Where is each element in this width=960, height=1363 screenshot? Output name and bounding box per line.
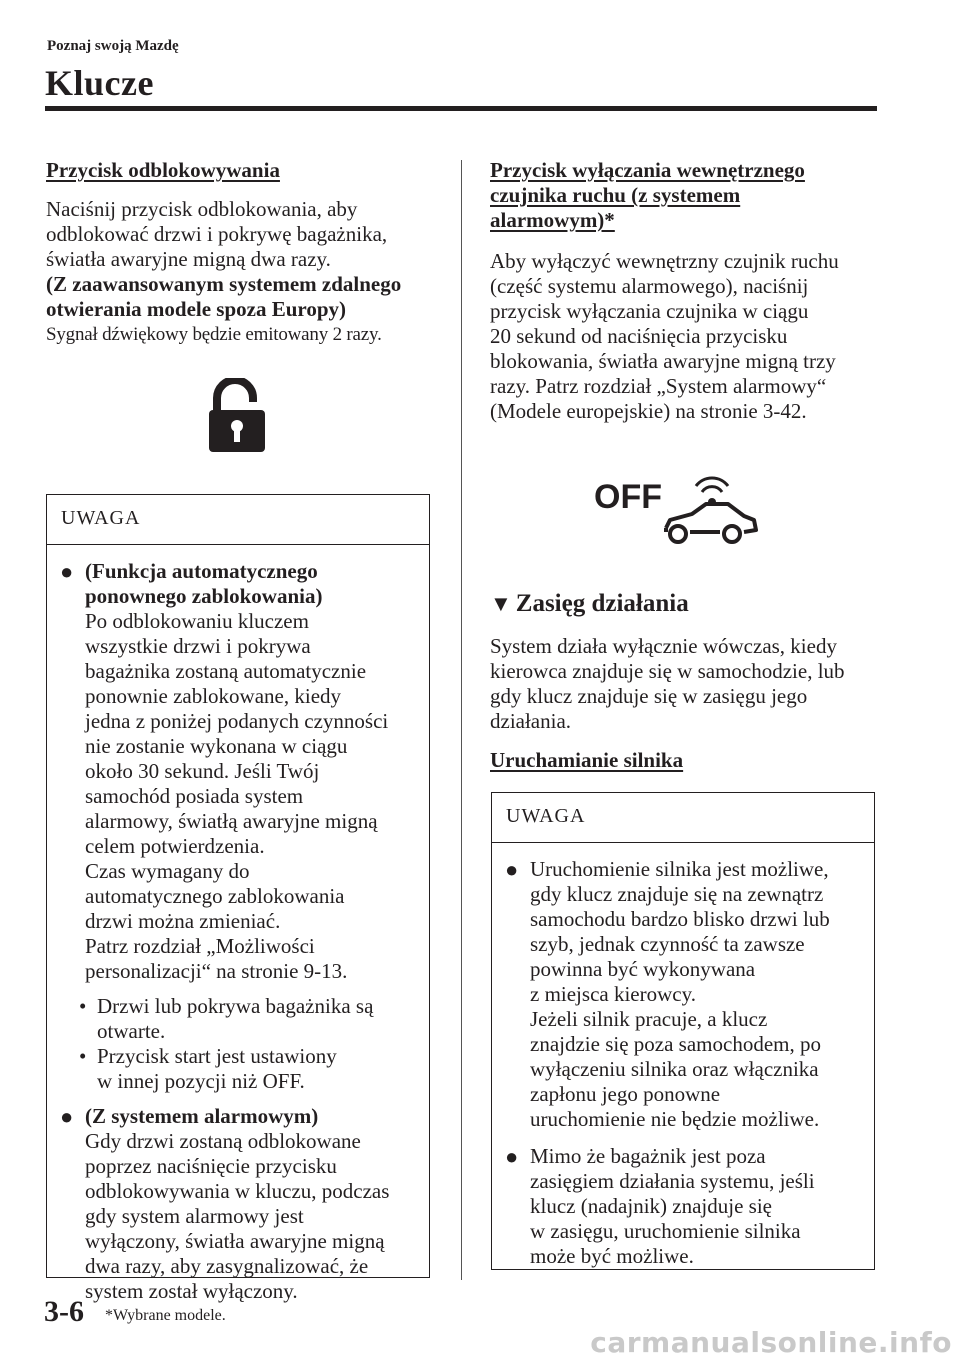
note-line: Uruchomienie silnika jest możliwe, (530, 857, 829, 881)
breadcrumb: Poznaj swoją Mazdę (47, 38, 179, 54)
note-line: może być możliwe. (530, 1244, 694, 1268)
note-line: drzwi można zmieniać. (85, 909, 281, 933)
note-line: około 30 sekund. Jeśli Twój (85, 759, 320, 783)
body-line: 20 sekund od naciśnięcia przycisku (490, 324, 788, 348)
page-title: Klucze (45, 63, 154, 103)
note-line: Czas wymagany do (85, 859, 250, 883)
range-body (490, 634, 880, 773)
sensor-off-heading: Przycisk wyłączania wewnętrznego (490, 158, 805, 182)
body-line: odblokować drzwi i pokrywę bagażnika, (46, 222, 388, 246)
bullet-icon: ● (60, 1104, 74, 1129)
note-line: znajdzie się poza samochodem, po (530, 1032, 821, 1056)
body-line: System działa wyłącznie wówczas, kiedy (490, 634, 837, 658)
watermark: carmanualsonline.info (590, 1326, 952, 1359)
bold-line: otwierania modele spoza Europy) (46, 297, 347, 321)
small-bullet-icon: • (79, 1044, 87, 1068)
note-line: bagażnika zostaną automatycznie (85, 659, 367, 683)
note-line: wyłączony, światła awaryjne migną (85, 1229, 385, 1253)
note-line: Mimo że bagażnik jest poza (530, 1144, 766, 1168)
note-line: wszystkie drzwi i pokrywa (85, 634, 311, 658)
title-rule (45, 106, 877, 111)
sensor-off-icon (594, 476, 764, 553)
triangle-marker-icon: ▼ (490, 591, 512, 616)
sound-line: Sygnał dźwiękowy będzie emitowany 2 razy. (46, 324, 382, 345)
note-line: dwa razy, aby zasygnalizować, że (85, 1254, 369, 1278)
sub-line: Drzwi lub pokrywa bagażnika są (97, 994, 374, 1018)
note-heading: UWAGA (47, 495, 429, 545)
sub-line: otwarte. (97, 1019, 166, 1043)
small-bullet-icon: • (79, 994, 87, 1018)
note-item-title: ponownego zablokowania) (85, 584, 323, 608)
body-line: blokowania, światła awaryjne migną trzy (490, 349, 836, 373)
note-item-title: (Funkcja automatycznego (85, 559, 318, 583)
note-line: uruchomienie nie będzie możliwe. (530, 1107, 820, 1131)
note-line: personalizacji“ na stronie 9-13. (85, 959, 348, 983)
body-line: światła awaryjne migną dwa razy. (46, 247, 331, 271)
note-box-right (491, 792, 875, 1270)
body-line: (część systemu alarmowego), naciśnij (490, 274, 809, 298)
note-line: w zasięgu, uruchomienie silnika (530, 1219, 801, 1243)
note-heading: UWAGA (492, 793, 874, 843)
note-line: z miejsca kierowcy. (530, 982, 696, 1006)
body-line: przycisk wyłączania czujnika w ciągu (490, 299, 809, 323)
note-line: klucz (nadajnik) znajduje się (530, 1194, 772, 1218)
body-line: (Modele europejskie) na stronie 3-42. (490, 399, 807, 423)
unlock-button-heading: Przycisk odblokowywania (46, 158, 280, 182)
off-label: OFF (594, 478, 662, 516)
body-line: kierowca znajduje się w samochodzie, lub (490, 659, 845, 683)
note-line: powinna być wykonywana (530, 957, 756, 981)
note-line: jedna z poniżej podanych czynności (85, 709, 389, 733)
engine-start-subheading: Uruchamianie silnika (490, 748, 684, 772)
note-box-left (46, 494, 430, 1303)
sensor-off-heading: czujnika ruchu (z systemem (490, 183, 741, 207)
note-line: celem potwierdzenia. (85, 834, 265, 858)
note-line: Gdy drzwi zostaną odblokowane (85, 1129, 361, 1153)
note-line: samochód posiada system (85, 784, 304, 808)
bullet-icon: ● (60, 559, 74, 584)
note-line: Po odblokowaniu kluczem (85, 609, 309, 633)
note-line: system został wyłączony. (85, 1279, 298, 1303)
note-item (492, 1144, 874, 1269)
note-line: gdy klucz znajduje się na zewnątrz (530, 882, 824, 906)
footnote: *Wybrane modele. (105, 1307, 226, 1324)
note-line: zasięgiem działania systemu, jeśli (530, 1169, 815, 1193)
page-number: 3-6 (44, 1295, 84, 1328)
sensor-off-heading: alarmowym)* (490, 208, 615, 232)
note-line: zapłonu jego ponowne (530, 1082, 721, 1106)
left-column (46, 158, 436, 347)
note-line: alarmowy, światłą awaryjne migną (85, 809, 378, 833)
note-line: gdy system alarmowy jest (85, 1204, 304, 1228)
note-line: ponownie zablokowane, kiedy (85, 684, 342, 708)
sub-item (47, 994, 429, 1044)
unlock-padlock-icon (207, 378, 267, 459)
column-divider (461, 160, 462, 1280)
note-item (47, 559, 429, 984)
bullet-icon: ● (505, 857, 519, 882)
note-line: samochodu bardzo blisko drzwi lub (530, 907, 830, 931)
note-line: odblokowywania w kluczu, podczas (85, 1179, 390, 1203)
note-item (47, 1104, 429, 1304)
note-line: poprzez naciśnięcie przycisku (85, 1154, 337, 1178)
right-column (490, 158, 880, 424)
body-line: gdy klucz znajduje się w zasięgu jego (490, 684, 808, 708)
note-line: nie zostanie wykonana w ciągu (85, 734, 348, 758)
body-line: działania. (490, 709, 572, 733)
range-section-heading (490, 590, 689, 618)
sub-item (47, 1044, 429, 1094)
note-line: Jeżeli silnik pracuje, a klucz (530, 1007, 768, 1031)
sub-line: Przycisk start jest ustawiony (97, 1044, 337, 1068)
body-line: Aby wyłączyć wewnętrzny czujnik ruchu (490, 249, 839, 273)
note-item-title: (Z systemem alarmowym) (85, 1104, 319, 1128)
sub-line: w innej pozycji niż OFF. (97, 1069, 305, 1093)
note-line: wyłączeniu silnika oraz włącznika (530, 1057, 819, 1081)
note-line: automatycznego zablokowania (85, 884, 345, 908)
note-line: szyb, jednak czynność ta zawsze (530, 932, 805, 956)
note-item (492, 857, 874, 1132)
body-line: razy. Patrz rozdział „System alarmowy“ (490, 374, 827, 398)
body-line: Naciśnij przycisk odblokowania, aby (46, 197, 358, 221)
note-line: Patrz rozdział „Możliwości (85, 934, 315, 958)
section-title: Zasięg działania (515, 590, 689, 617)
bullet-icon: ● (505, 1144, 519, 1169)
bold-line: (Z zaawansowanym systemem zdalnego (46, 272, 402, 296)
